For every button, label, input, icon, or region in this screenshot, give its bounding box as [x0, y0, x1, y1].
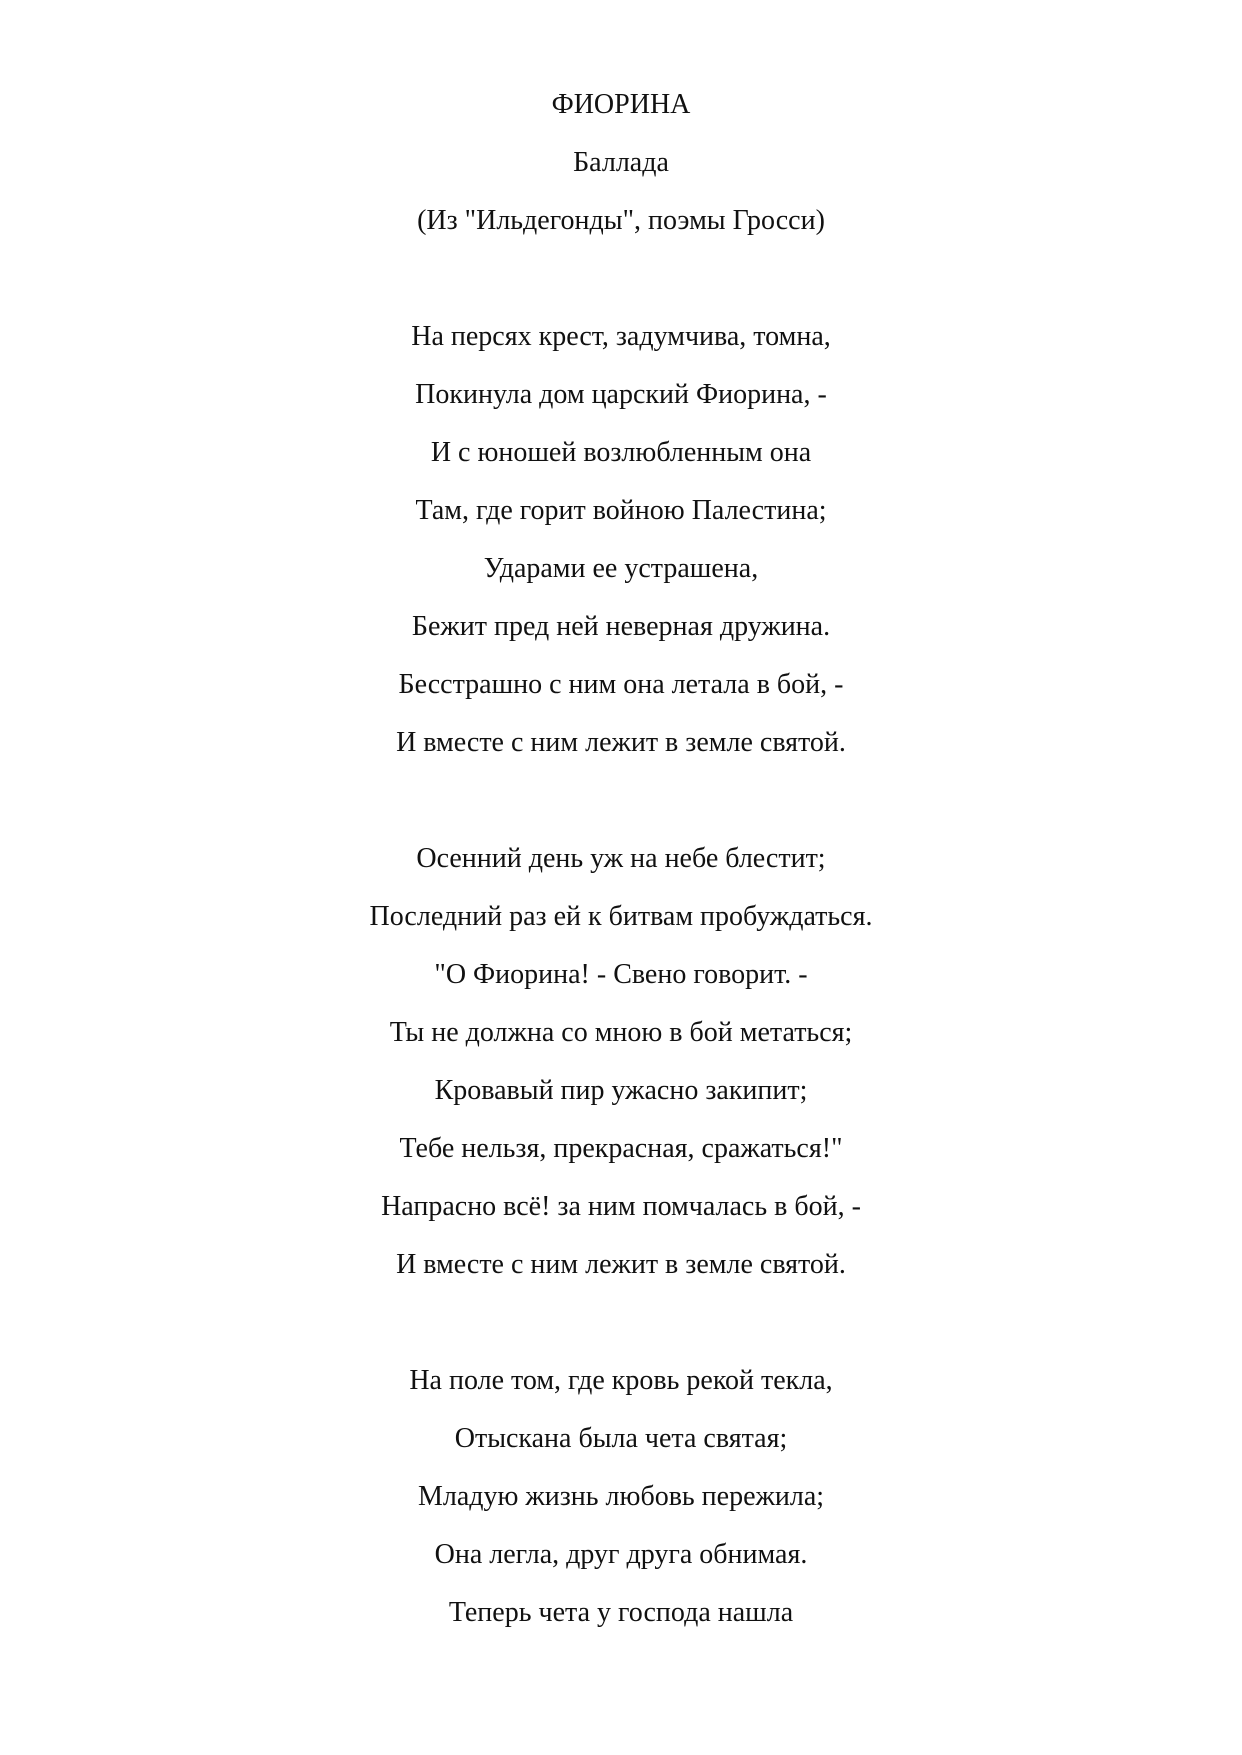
verse-line: И с юношей возлюбленным она: [430, 437, 812, 468]
verse-line: Покинула дом царский Фиорина, -: [415, 379, 827, 410]
verse-line: Напрасно всё! за ним помчалась в бой, -: [381, 1191, 861, 1222]
verse-line: И вместе с ним лежит в земле святой.: [396, 727, 846, 758]
verse-line: И вместе с ним лежит в земле святой.: [396, 1249, 846, 1280]
verse-line: На персях крест, задумчива, томна,: [411, 321, 831, 352]
verse-line: Бежит пред ней неверная дружина.: [411, 611, 831, 642]
poem-column: [0, 76, 1242, 1642]
poem-header: [0, 76, 1242, 250]
verse-line: Теперь чета у господа нашла: [448, 1597, 794, 1628]
stanza-2: [0, 830, 1242, 1294]
poem-subtitle: Баллада: [573, 147, 669, 178]
verse-line: "О Фиорина! - Свено говорит. -: [434, 959, 808, 990]
verse-line: Она легла, друг друга обнимая.: [434, 1539, 808, 1570]
poem-title: ФИОРИНА: [551, 89, 691, 120]
verse-line: Бесстрашно с ним она летала в бой, -: [398, 669, 844, 700]
stanza-3: [0, 1352, 1242, 1642]
verse-line: На поле том, где кровь рекой текла,: [409, 1365, 833, 1396]
stanza-1: [0, 308, 1242, 772]
verse-line: Ударами ее устрашена,: [483, 553, 759, 584]
header-spacer: [0, 250, 1242, 308]
verse-line: Отыскана была чета святая;: [454, 1423, 788, 1454]
stanza-spacer: [0, 772, 1242, 830]
verse-line: Младую жизнь любовь пережила;: [417, 1481, 825, 1512]
verse-line: Кровавый пир ужасно закипит;: [434, 1075, 808, 1106]
verse-line: Ты не должна со мною в бой метаться;: [389, 1017, 853, 1048]
verse-line: Осенний день уж на небе блестит;: [416, 843, 826, 874]
verse-line: Тебе нельзя, прекрасная, сражаться!": [399, 1133, 843, 1164]
verse-line: Там, где горит войною Палестина;: [415, 495, 827, 526]
verse-line: Последний раз ей к битвам пробуждаться.: [369, 901, 873, 932]
stanza-spacer: [0, 1294, 1242, 1352]
poem-source: (Из "Ильдегонды", поэмы Гросси): [417, 205, 825, 236]
